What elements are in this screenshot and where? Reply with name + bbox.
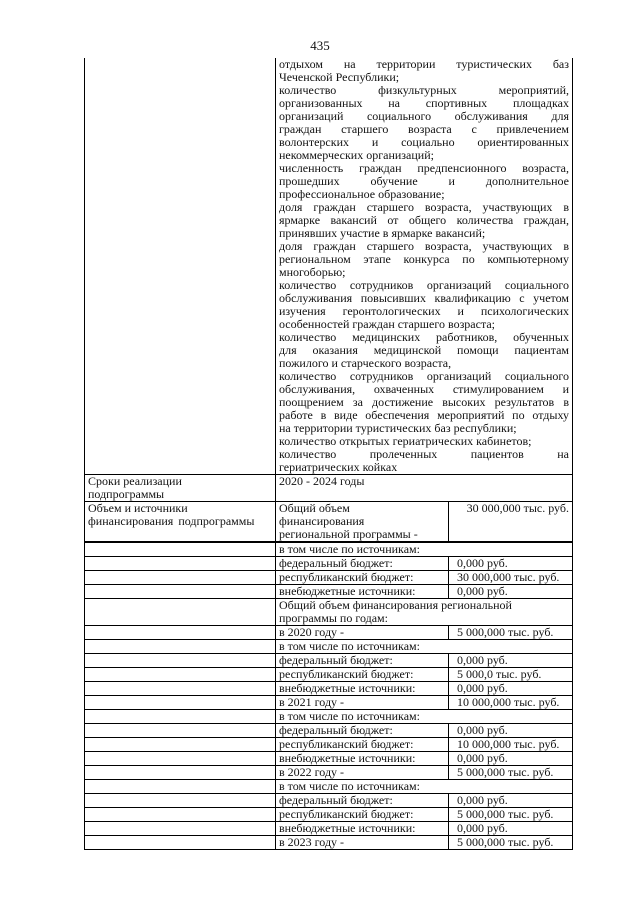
extra-label: внебюджетные источники: [276, 752, 449, 766]
indicator-text-line: количество сотрудников организаций социального [279, 278, 569, 292]
year-total-row [85, 696, 573, 710]
year-total-row [85, 836, 573, 850]
year-label: в 2023 году - [276, 836, 449, 850]
republic-value: 30 000,000 тыс. руб. [449, 571, 573, 585]
year-federal-value: 0,000 руб. [449, 724, 573, 738]
terms-row [85, 475, 573, 502]
year-republic-row [85, 808, 573, 822]
indicator-text-line: количество сотрудников организаций социального [279, 369, 569, 383]
extra-row [85, 585, 573, 599]
financing-total-value: 30 000,000 тыс. руб. [449, 502, 573, 542]
year-extra-row [85, 752, 573, 766]
indicators-text [276, 58, 573, 475]
empty-cell [85, 780, 276, 794]
year-extra-value: 0,000 руб. [449, 822, 573, 836]
extra-label: внебюджетные источники: [276, 822, 449, 836]
empty-cell [85, 682, 276, 696]
year-republic-value: 10 000,000 тыс. руб. [449, 738, 573, 752]
indicator-text-line: многоборью; [279, 265, 346, 279]
financing-total-label: Общий объем финансирования региональной программы - [276, 502, 449, 542]
federal-row [85, 557, 573, 571]
extra-label: внебюджетные источники: [276, 682, 449, 696]
indicator-text-line: поощрением за достижение высоких результатов в [279, 395, 569, 409]
empty-cell [85, 696, 276, 710]
by-years-title: Общий объем финансирования региональной программы по годам: [276, 599, 573, 626]
financing-label: Объем и источники финансирования подпрограммы [85, 502, 276, 542]
indicator-text-line: региональном этапе конкурса по компьютерному [279, 252, 569, 266]
indicator-text-line: изучения геронтологических и психологических [279, 304, 569, 318]
in-that-number-label: в том числе по источникам: [276, 780, 573, 794]
year-total-value: 5 000,000 тыс. руб. [449, 626, 573, 640]
year-federal-row [85, 724, 573, 738]
empty-cell [85, 710, 276, 724]
indicator-text-line: организаций социального обслуживания для [279, 109, 569, 123]
indicator-text-line: гериатрических койках [279, 460, 398, 474]
indicators-row [85, 58, 573, 475]
year-total-row [85, 766, 573, 780]
empty-cell [85, 654, 276, 668]
empty-cell [85, 752, 276, 766]
by-years-title-row [85, 599, 573, 626]
in-that-number-label: в том числе по источникам: [276, 710, 573, 724]
year-total-value: 5 000,000 тыс. руб. [449, 766, 573, 780]
republic-label: республиканский бюджет: [276, 808, 449, 822]
extra-value: 0,000 руб. [449, 585, 573, 599]
indicator-text-line: пожилого и старческого возраста, [279, 356, 452, 370]
republic-label: республиканский бюджет: [276, 668, 449, 682]
empty-cell [85, 822, 276, 836]
indicator-text-line: Чеченской Республики; [279, 70, 400, 84]
in-that-number-label: в том числе по источникам: [276, 640, 573, 654]
indicator-text-line: на территории туристических баз республики; [279, 421, 517, 435]
year-republic-value: 5 000,0 тыс. руб. [449, 668, 573, 682]
indicator-text-line: принявших участие в ярмарке вакансий; [279, 226, 486, 240]
empty-cell [85, 738, 276, 752]
federal-label: федеральный бюджет: [276, 654, 449, 668]
indicator-text-line: для оказания медицинской помощи пациентам [279, 343, 569, 357]
indicator-text-line: количество пролеченных пациентов на [279, 447, 569, 461]
republic-label: республиканский бюджет: [276, 738, 449, 752]
indicator-text-line: численность граждан предпенсионного возраста, [279, 161, 569, 175]
indicator-text-line: организованных на спортивных площадках [279, 96, 569, 110]
empty-cell [85, 668, 276, 682]
empty-cell [85, 626, 276, 640]
indicator-text-line: волонтерских и социально ориентированных [279, 135, 569, 149]
indicator-text-line: обслуживания повысивших квалификацию с учетом [279, 291, 569, 305]
page-number: 435 [310, 38, 330, 53]
indicator-text-line: ярмарке вакансий от общего количества граждан, [279, 213, 569, 227]
indicators-label-cell [85, 58, 276, 475]
republic-label: республиканский бюджет: [276, 571, 449, 585]
program-passport-table [84, 58, 573, 850]
empty-cell [85, 543, 276, 557]
empty-cell [85, 599, 276, 626]
year-federal-row [85, 794, 573, 808]
indicator-text-line: особенностей граждан старшего возраста; [279, 317, 496, 331]
indicator-text-line: отдыхом на территории туристических баз [279, 57, 569, 71]
year-total-row [85, 626, 573, 640]
indicator-text-line: прошедших обучение и дополнительное [279, 174, 569, 188]
year-federal-value: 0,000 руб. [449, 654, 573, 668]
empty-cell [85, 571, 276, 585]
year-extra-row [85, 822, 573, 836]
empty-cell [85, 724, 276, 738]
in-that-number-row [85, 710, 573, 724]
indicator-text-line: граждан старшего возраста с привлечением [279, 122, 569, 136]
year-total-value: 10 000,000 тыс. руб. [449, 696, 573, 710]
empty-cell [85, 836, 276, 850]
in-that-number-label: в том числе по источникам: [276, 543, 573, 557]
terms-value: 2020 - 2024 годы [276, 475, 573, 502]
federal-value: 0,000 руб. [449, 557, 573, 571]
year-republic-row [85, 738, 573, 752]
year-total-value: 5 000,000 тыс. руб. [449, 836, 573, 850]
republic-row [85, 571, 573, 585]
empty-cell [85, 766, 276, 780]
year-extra-value: 0,000 руб. [449, 682, 573, 696]
in-that-number-row [85, 640, 573, 654]
empty-cell [85, 640, 276, 654]
indicator-text-line: работе в виде обеспечения мероприятий по отдыху [279, 408, 569, 422]
year-federal-row [85, 654, 573, 668]
terms-label: Сроки реализации подпрограммы [85, 475, 276, 502]
in-that-number-row [85, 780, 573, 794]
indicator-text-line: некоммерческих организаций; [279, 148, 434, 162]
financing-total-row [85, 502, 573, 542]
year-federal-value: 0,000 руб. [449, 794, 573, 808]
year-republic-value: 5 000,000 тыс. руб. [449, 808, 573, 822]
indicator-text-line: доля граждан старшего возраста, участвующих в [279, 200, 569, 214]
year-extra-value: 0,000 руб. [449, 752, 573, 766]
indicator-text-line: количество физкультурных мероприятий, [279, 83, 569, 97]
year-label: в 2021 году - [276, 696, 449, 710]
in-that-number-row [85, 543, 573, 557]
federal-label: федеральный бюджет: [276, 724, 449, 738]
year-label: в 2020 году - [276, 626, 449, 640]
empty-cell [85, 794, 276, 808]
empty-cell [85, 585, 276, 599]
federal-label: федеральный бюджет: [276, 794, 449, 808]
year-extra-row [85, 682, 573, 696]
federal-label: федеральный бюджет: [276, 557, 449, 571]
year-republic-row [85, 668, 573, 682]
indicator-text-line: профессиональное образование; [279, 187, 445, 201]
indicator-text-line: количество открытых гериатрических кабинетов; [279, 434, 532, 448]
indicator-text-line: количество медицинских работников, обученных [279, 330, 569, 344]
empty-cell [85, 808, 276, 822]
year-label: в 2022 году - [276, 766, 449, 780]
indicator-text-line: доля граждан старшего возраста, участвующих в [279, 239, 569, 253]
extra-label: внебюджетные источники: [276, 585, 449, 599]
indicator-text-line: обслуживания, охваченных стимулированием и [279, 382, 569, 396]
financing-breakdown [85, 542, 573, 850]
empty-cell [85, 557, 276, 571]
